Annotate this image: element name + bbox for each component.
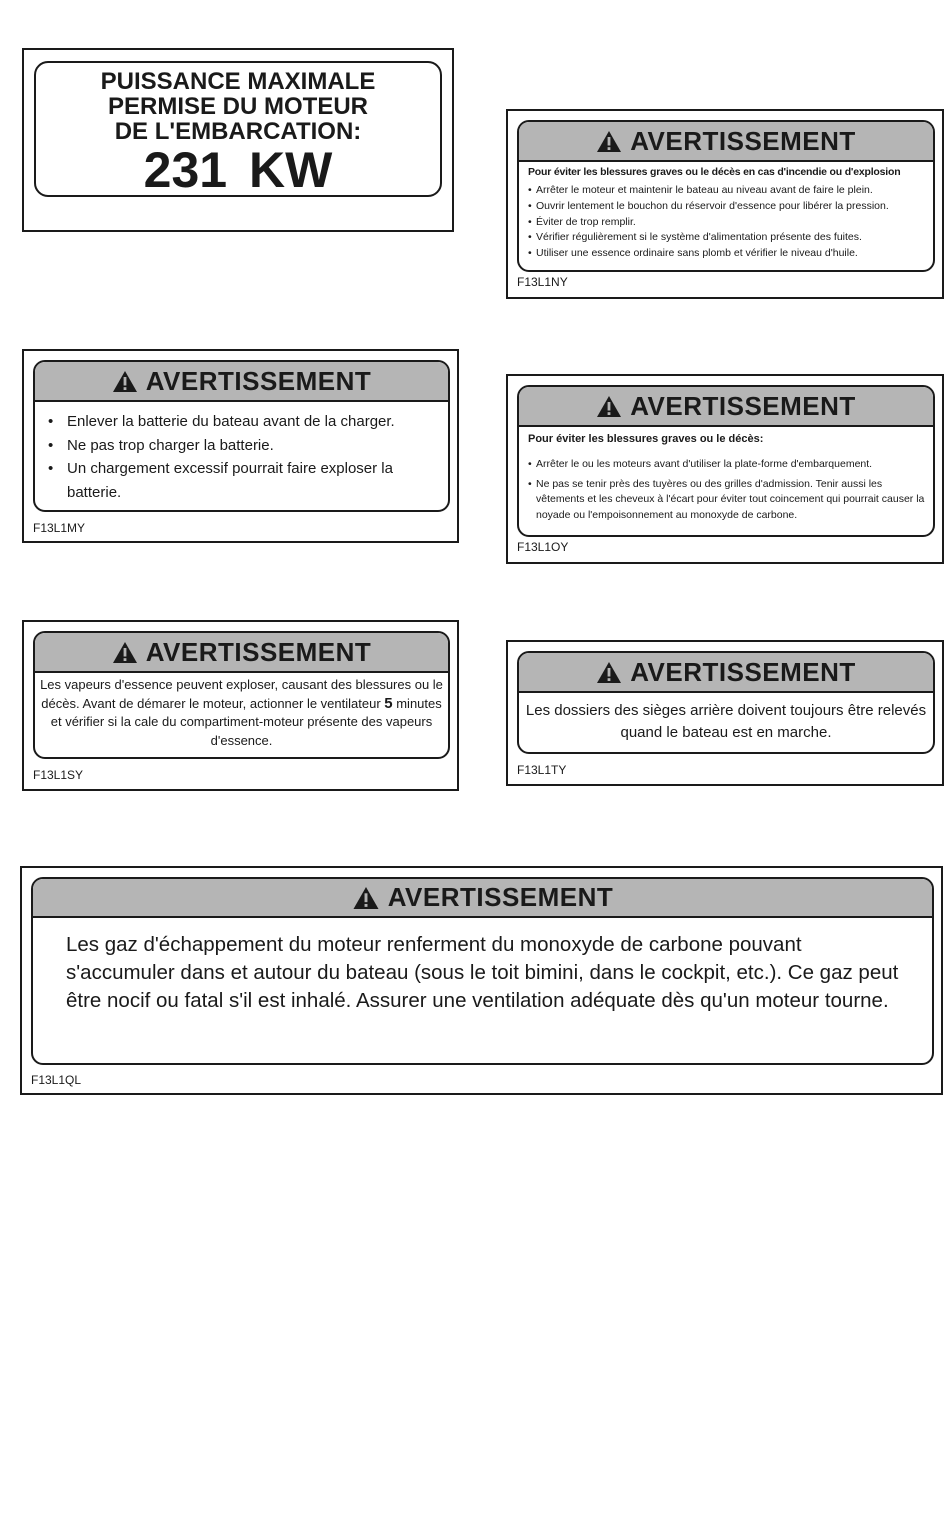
exhaust-warning-label (20, 866, 943, 1095)
seat-warning-inner (517, 651, 935, 754)
platform-warning-title: AVERTISSEMENT (630, 390, 856, 421)
exhaust-warning-text: Les gaz d'échappement du moteur renferment du monoxyde de carbone pouvant s'accumuler dans et autour du bateau (sous le toit bimini, dans le cockpit, etc.). Ce gaz peut être nocif ou fatal s'il est inhalé. Assurer une ventilation adéquate dès qu'un moteur tourne. (66, 933, 899, 1012)
fuel-warning-label (506, 109, 944, 299)
platform-warning-label (506, 374, 944, 564)
warning-triangle-icon (352, 886, 380, 910)
battery-warning-title: AVERTISSEMENT (145, 365, 372, 396)
max-power-line1: PUISSANCE MAXIMALE (100, 68, 376, 95)
list-item: • Éviter de trop remplir. (528, 215, 932, 231)
warning-triangle-icon (112, 641, 138, 664)
fuel-warning-intro: Pour éviter les blessures graves ou le décès en cas d'incendie ou d'explosion (528, 166, 901, 178)
platform-warning-intro: Pour éviter les blessures graves ou le décès: (528, 433, 764, 445)
battery-warning-list (48, 410, 428, 504)
platform-warning-inner (517, 385, 935, 537)
battery-warning-header (35, 362, 448, 402)
vapor-warning-text: Les vapeurs d'essence peuvent exploser, causant des blessures ou le décès. Avant de démarer le moteur, actionner le ventilateur 5 minutes et vérifier si la cale du compartiment-moteur présente des vapeurs d'essence. (40, 677, 443, 748)
seat-warning-text: Les dossiers des sièges arrière doivent toujours être relevés quand le bateau est en marche. (525, 702, 927, 741)
platform-warning-list (528, 457, 930, 523)
vapor-warning-inner (33, 631, 450, 759)
platform-warning-header (519, 387, 933, 427)
battery-warning-code: F13L1MY (33, 521, 86, 535)
vapor-warning-label (22, 620, 459, 791)
max-power-value: 231 (143, 142, 228, 197)
warning-triangle-icon (596, 130, 622, 153)
seat-warning-header (519, 653, 933, 693)
warning-triangle-icon (596, 661, 622, 684)
fuel-warning-header (519, 122, 933, 162)
list-item: • Ouvrir lentement le bouchon du réservoir d'essence pour libérer la pression. (528, 199, 932, 215)
max-power-line2: PERMISE DU MOTEUR (107, 93, 368, 120)
list-item: • Un chargement excessif pourrait faire exploser la batterie. (48, 457, 428, 504)
list-item: • Utiliser une essence ordinaire sans plomb et vérifier le niveau d'huile. (528, 246, 932, 262)
vapor-warning-title: AVERTISSEMENT (145, 636, 372, 667)
exhaust-warning-title: AVERTISSEMENT (387, 882, 614, 912)
fan-minutes: 5 (384, 694, 393, 712)
exhaust-warning-header (33, 879, 932, 918)
list-item: • Vérifier régulièrement si le système d'alimentation présente des fuites. (528, 230, 932, 246)
fuel-warning-inner (517, 120, 935, 272)
fuel-warning-list (528, 183, 932, 262)
list-item: • Ne pas se tenir près des tuyères ou des grilles d'admission. Tenir aussi les vêtements et les cheveux à l'écart pour éviter tout coincement qui pourrait causer la noyade ou l'empoisonnement au monoxyde de carbone. (528, 477, 930, 524)
fuel-warning-title: AVERTISSEMENT (630, 125, 856, 156)
platform-warning-code: F13L1OY (517, 540, 569, 554)
fuel-warning-code: F13L1NY (517, 275, 568, 289)
vapor-warning-header (35, 633, 448, 673)
list-item: • Enlever la batterie du bateau avant de la charger. (48, 410, 428, 434)
list-item: • Arrêter le ou les moteurs avant d'utiliser la plate-forme d'embarquement. (528, 457, 930, 473)
seat-warning-label (506, 640, 944, 786)
warning-triangle-icon (112, 370, 138, 393)
warning-triangle-icon (596, 395, 622, 418)
max-power-label (22, 48, 454, 232)
vapor-warning-code: F13L1SY (33, 768, 84, 782)
battery-warning-label (22, 349, 459, 543)
seat-warning-code: F13L1TY (517, 763, 567, 777)
exhaust-warning-inner (31, 877, 934, 1065)
seat-warning-title: AVERTISSEMENT (630, 656, 856, 687)
list-item: • Arrêter le moteur et maintenir le bateau au niveau avant de faire le plein. (528, 183, 932, 199)
max-power-reading (36, 143, 440, 197)
list-item: • Ne pas trop charger la batterie. (48, 434, 428, 458)
max-power-unit: KW (249, 142, 333, 197)
battery-warning-inner (33, 360, 450, 512)
exhaust-warning-code: F13L1QL (31, 1073, 82, 1087)
max-power-inner (34, 61, 442, 197)
max-power-line3: DE L'EMBARCATION: (114, 118, 362, 145)
